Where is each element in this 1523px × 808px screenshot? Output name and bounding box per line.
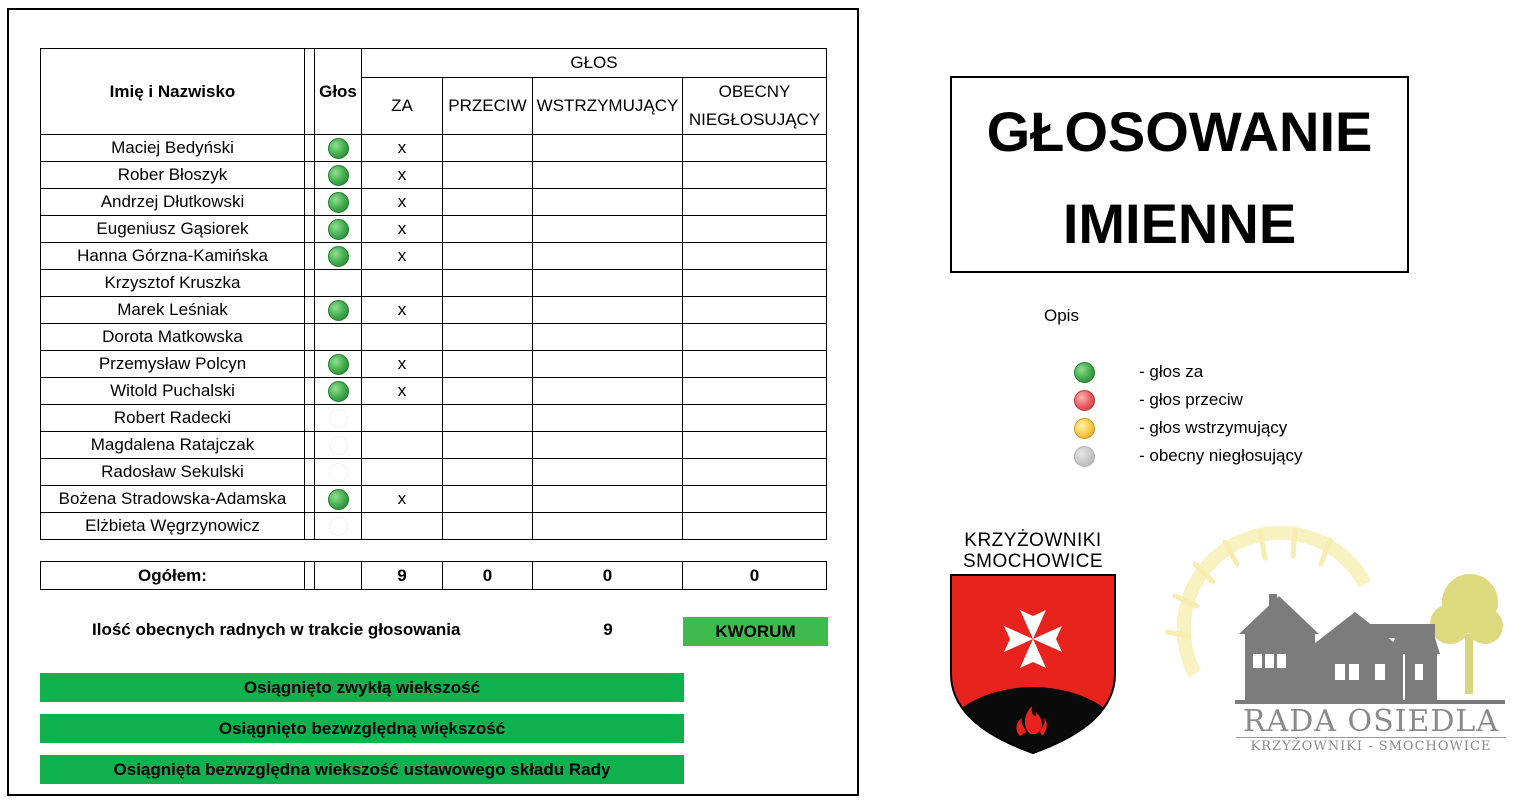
councillor-name: Rober Błoszyk — [41, 162, 305, 189]
totals-table — [40, 561, 827, 590]
rada-logo-title: RADA OSIEDLA — [1242, 704, 1500, 739]
spacer-cell — [305, 405, 315, 432]
przeciw-cell — [443, 135, 533, 162]
przeciw-cell — [443, 162, 533, 189]
spacer-cell — [305, 162, 315, 189]
obecny-cell — [683, 513, 827, 540]
vote-column-header: Głos — [315, 49, 362, 135]
totals-za: 9 — [362, 562, 443, 590]
przeciw-cell — [443, 243, 533, 270]
obecny-cell — [683, 162, 827, 189]
green-dot-icon — [328, 381, 349, 402]
present-count-label: Ilość obecnych radnych w trakcie głosowania — [92, 620, 461, 639]
obecny-cell — [683, 459, 827, 486]
green-dot-icon — [328, 165, 349, 186]
tree-icon — [1430, 574, 1503, 694]
przeciw-cell — [443, 432, 533, 459]
vote-status-cell — [315, 513, 362, 540]
przeciw-cell — [443, 351, 533, 378]
obecny-cell — [683, 486, 827, 513]
za-cell — [362, 324, 443, 351]
wstrzymujacy-cell — [533, 513, 683, 540]
councillor-name: Eugeniusz Gąsiorek — [41, 216, 305, 243]
table-row — [41, 324, 827, 351]
green-dot-icon — [328, 246, 349, 267]
przeciw-cell — [443, 297, 533, 324]
obecny-cell — [683, 135, 827, 162]
obecny-cell — [683, 297, 827, 324]
przeciw-cell — [443, 459, 533, 486]
za-cell — [362, 513, 443, 540]
table-row — [41, 378, 827, 405]
spacer-cell — [305, 297, 315, 324]
wstrzymujacy-cell — [533, 162, 683, 189]
yellow-dot-icon — [1074, 418, 1095, 439]
table-row — [41, 189, 827, 216]
przeciw-cell — [443, 405, 533, 432]
crest-caption-line2: SMOCHOWICE — [962, 551, 1104, 572]
totals-przeciw: 0 — [443, 562, 533, 590]
przeciw-cell — [443, 270, 533, 297]
table-row — [41, 351, 827, 378]
spacer-cell — [305, 324, 315, 351]
legend-label-for: - głos za — [1139, 362, 1204, 381]
przeciw-cell — [443, 513, 533, 540]
legend-title: Opis — [1044, 306, 1079, 325]
councillor-name: Krzysztof Kruszka — [41, 270, 305, 297]
vote-status-cell — [315, 324, 362, 351]
totals-obecny: 0 — [683, 562, 827, 590]
councillor-name: Marek Leśniak — [41, 297, 305, 324]
table-row — [41, 513, 827, 540]
za-cell — [362, 405, 443, 432]
spacer-cell — [305, 459, 315, 486]
green-dot-icon — [328, 192, 349, 213]
vote-status-cell — [315, 378, 362, 405]
totals-wstrzymujacy: 0 — [533, 562, 683, 590]
obecny-cell — [683, 324, 827, 351]
obecny-cell — [683, 405, 827, 432]
obecny-cell — [683, 432, 827, 459]
za-cell: x — [362, 243, 443, 270]
wstrzymujacy-cell — [533, 432, 683, 459]
za-cell: x — [362, 486, 443, 513]
empty-dot-icon — [329, 436, 348, 455]
councillor-name: Bożena Stradowska-Adamska — [41, 486, 305, 513]
legend-label-abstain: - głos wstrzymujący — [1139, 418, 1288, 437]
spacer-cell — [305, 378, 315, 405]
councillor-name: Robert Radecki — [41, 405, 305, 432]
vote-status-cell — [315, 162, 362, 189]
vote-group-header: GŁOS — [362, 49, 827, 78]
house-icon — [1239, 594, 1440, 702]
statutory-majority-bar: Osiągnięta bezwzględna wiekszość ustawowego składu Rady — [40, 755, 684, 784]
wstrzymujacy-cell — [533, 378, 683, 405]
legend-label-against: - głos przeciw — [1139, 390, 1243, 409]
quorum-badge: KWORUM — [683, 617, 828, 646]
wstrzymujacy-cell — [533, 135, 683, 162]
obecny-cell — [683, 216, 827, 243]
totals-spacer — [305, 562, 315, 590]
obecny-cell — [683, 189, 827, 216]
wstrzymujacy-cell — [533, 405, 683, 432]
table-row — [41, 162, 827, 189]
vote-status-cell — [315, 243, 362, 270]
table-row — [41, 405, 827, 432]
legend-item-abstain — [1074, 416, 1287, 440]
przeciw-cell — [443, 216, 533, 243]
table-row — [41, 297, 827, 324]
przeciw-column-header: PRZECIW — [443, 78, 533, 135]
red-dot-icon — [1074, 390, 1095, 411]
vote-status-cell — [315, 297, 362, 324]
councillor-name: Przemysław Polcyn — [41, 351, 305, 378]
totals-label: Ogółem: — [41, 562, 305, 590]
legend-label-present: - obecny niegłosujący — [1139, 446, 1303, 465]
spacer-cell — [305, 513, 315, 540]
vote-status-cell — [315, 405, 362, 432]
vote-status-cell — [315, 459, 362, 486]
councillor-name: Maciej Bedyński — [41, 135, 305, 162]
councillor-name: Magdalena Ratajczak — [41, 432, 305, 459]
green-dot-icon — [328, 138, 349, 159]
spacer-cell — [305, 351, 315, 378]
za-cell: x — [362, 189, 443, 216]
za-cell — [362, 459, 443, 486]
rada-logo-subtitle: KRZYŻOWNIKI - SMOCHOWICE — [1236, 737, 1506, 754]
rada-osiedla-logo-icon — [1165, 524, 1505, 704]
vote-status-cell — [315, 351, 362, 378]
wstrzymujacy-cell — [533, 270, 683, 297]
za-cell: x — [362, 378, 443, 405]
table-row — [41, 459, 827, 486]
page-title — [950, 76, 1409, 273]
councillor-name: Witold Puchalski — [41, 378, 305, 405]
obecny-cell — [683, 270, 827, 297]
crest-icon — [950, 574, 1116, 754]
legend-item-for — [1074, 360, 1203, 384]
spacer-cell — [305, 432, 315, 459]
spacer-cell — [305, 216, 315, 243]
crest-caption-line1: KRZYŻOWNIKI — [964, 530, 1102, 551]
spacer-cell — [305, 243, 315, 270]
absolute-majority-bar: Osiągnięto bezwzględną większość — [40, 714, 684, 743]
wstrzymujacy-cell — [533, 189, 683, 216]
empty-dot-icon — [329, 409, 348, 428]
za-cell: x — [362, 162, 443, 189]
obecny-cell — [683, 378, 827, 405]
spacer-cell — [305, 486, 315, 513]
totals-vote — [315, 562, 362, 590]
spacer-cell — [305, 270, 315, 297]
obecny-column-header — [683, 78, 827, 135]
green-dot-icon — [328, 219, 349, 240]
legend-item-present — [1074, 444, 1302, 468]
spacer-cell — [305, 189, 315, 216]
spacer-column-header — [305, 49, 315, 135]
za-cell: x — [362, 297, 443, 324]
wstrzymujacy-cell — [533, 297, 683, 324]
spacer-cell — [305, 135, 315, 162]
za-cell — [362, 270, 443, 297]
present-count-value: 9 — [603, 620, 613, 639]
green-dot-icon — [328, 354, 349, 375]
empty-dot-icon — [329, 463, 348, 482]
page-title-line1: GŁOSOWANIE — [986, 100, 1373, 163]
votes-table — [40, 48, 827, 540]
vote-status-cell — [315, 189, 362, 216]
obecny-header-line1: OBECNY — [718, 82, 791, 101]
vote-status-cell — [315, 216, 362, 243]
councillor-name: Radosław Sekulski — [41, 459, 305, 486]
councillor-name: Andrzej Dłutkowski — [41, 189, 305, 216]
wstrzymujacy-cell — [533, 216, 683, 243]
obecny-header-line2: NIEGŁOSUJĄCY — [688, 110, 821, 129]
vote-status-cell — [315, 135, 362, 162]
za-cell: x — [362, 216, 443, 243]
obecny-cell — [683, 243, 827, 270]
wstrzymujacy-cell — [533, 243, 683, 270]
za-column-header: ZA — [362, 78, 443, 135]
za-cell: x — [362, 135, 443, 162]
przeciw-cell — [443, 189, 533, 216]
table-row — [41, 135, 827, 162]
councillor-name: Hanna Górzna-Kamińska — [41, 243, 305, 270]
simple-majority-bar: Osiągnięto zwykłą wiekszość — [40, 673, 684, 702]
wstrzymujacy-cell — [533, 486, 683, 513]
przeciw-cell — [443, 486, 533, 513]
legend-item-against — [1074, 388, 1243, 412]
empty-dot-icon — [329, 517, 348, 536]
crest-caption — [950, 530, 1116, 572]
green-dot-icon — [328, 489, 349, 510]
councillor-name: Elżbieta Węgrzynowicz — [41, 513, 305, 540]
vote-status-cell — [315, 432, 362, 459]
table-row — [41, 486, 827, 513]
wstrzymujacy-cell — [533, 324, 683, 351]
table-row — [41, 243, 827, 270]
page-title-line2: IMIENNE — [1062, 192, 1297, 255]
green-dot-icon — [1074, 362, 1095, 383]
wstrzymujacy-column-header: WSTRZYMUJĄCY — [533, 78, 683, 135]
table-row — [41, 216, 827, 243]
wstrzymujacy-cell — [533, 351, 683, 378]
table-row — [41, 432, 827, 459]
przeciw-cell — [443, 378, 533, 405]
za-cell: x — [362, 351, 443, 378]
vote-status-cell — [315, 486, 362, 513]
obecny-cell — [683, 351, 827, 378]
przeciw-cell — [443, 324, 533, 351]
table-row — [41, 270, 827, 297]
za-cell — [362, 432, 443, 459]
name-column-header: Imię i Nazwisko — [41, 49, 305, 135]
vote-status-cell — [315, 270, 362, 297]
wstrzymujacy-cell — [533, 459, 683, 486]
councillor-name: Dorota Matkowska — [41, 324, 305, 351]
green-dot-icon — [328, 300, 349, 321]
grey-dot-icon — [1074, 446, 1095, 467]
